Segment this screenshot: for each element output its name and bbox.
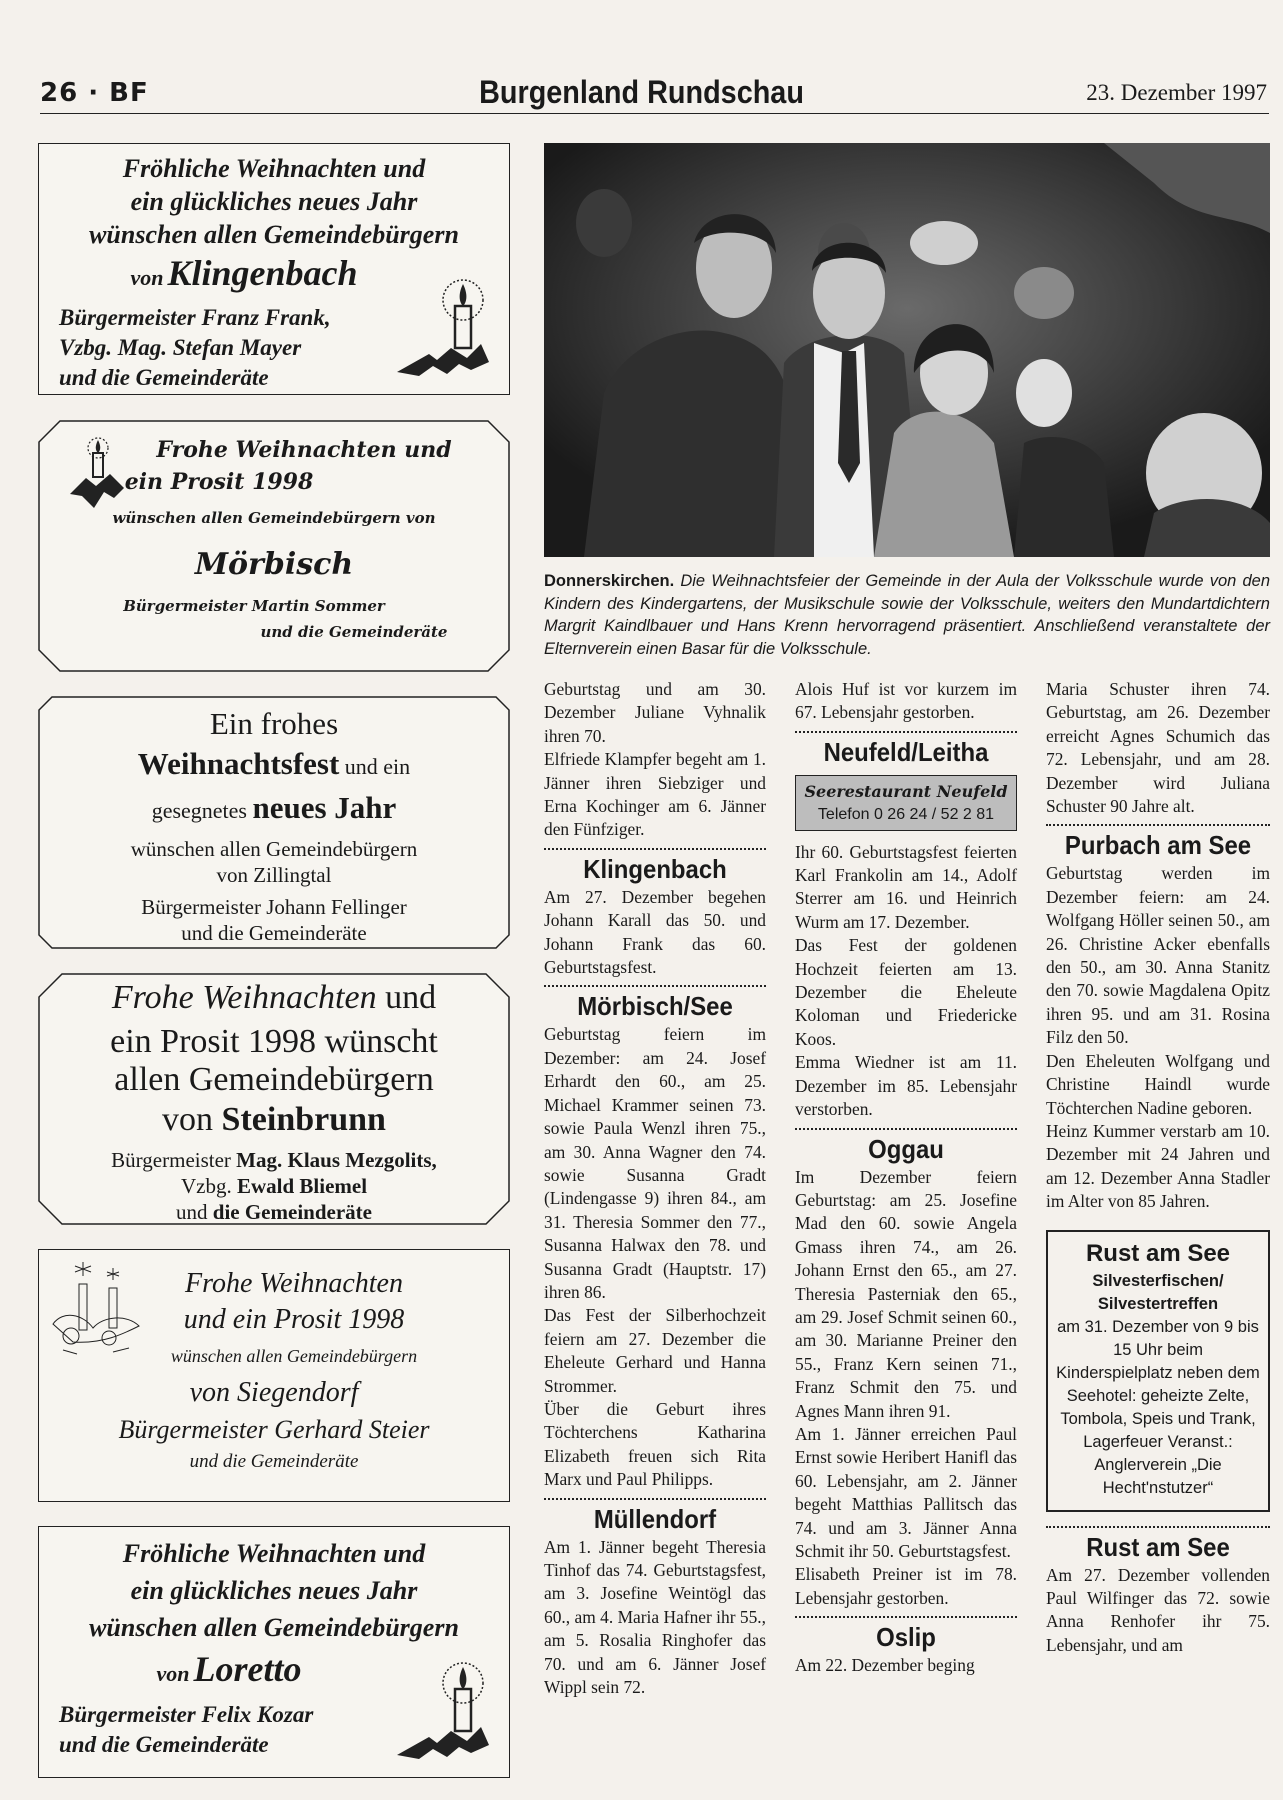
- ad-line: und ein Prosit 1998: [183, 1304, 405, 1335]
- page-number: 26 · BF: [40, 78, 149, 108]
- article-paragraph: Heinz Kummer verstarb am 10. Dezember mit 24 Jahren und am 12. Dezember Anna Stadler im Alter von 85 Jahren.: [1046, 1120, 1270, 1212]
- ad-line: Bürgermeister Gerhard Steier: [118, 1415, 430, 1444]
- ad-line: wünschen allen Gemeindebürgern von: [112, 509, 436, 527]
- ad-line: und die Gemeinderäte: [59, 365, 269, 390]
- ad-emph: Frohe Weihnachten: [111, 979, 377, 1016]
- dotted-divider: [1046, 1526, 1270, 1528]
- article-paragraph: Den Eheleuten Wolfgang und Christine Haindl wurde Töchterchen Nadine geboren.: [1046, 1050, 1270, 1118]
- ad-line: und die Gemeinderäte: [260, 623, 448, 641]
- article-paragraph: Ihr 60. Geburtstagsfest feierten Karl Frankolin am 14., Adolf Sterrer am 16. und Heinrich Wurm am 17. Dezember.: [795, 841, 1017, 932]
- ad-klingenbach: [38, 143, 510, 395]
- ad-emph: Ewald Bliemel: [236, 1174, 368, 1198]
- ad-von: von: [130, 265, 164, 290]
- ad-emph: Weihnachtsfest: [137, 746, 340, 781]
- ad-zillingtal: [38, 696, 510, 949]
- section-heading-muellendorf: Müllendorf: [593, 1503, 717, 1534]
- ad-place: Loretto: [193, 1649, 302, 1689]
- ad-line: ein glückliches neues Jahr: [130, 1576, 418, 1605]
- dotted-divider: [1046, 824, 1270, 826]
- ad-text: und ein: [339, 754, 411, 779]
- ad-line: [38, 1173, 510, 1199]
- ad-seerestaurant: [795, 775, 1017, 831]
- ad-phone: Telefon 0 26 24 / 52 2 81: [817, 806, 995, 824]
- article-paragraph: Maria Schuster ihren 74. Geburtstag, am 26. Dezember erreicht Agnes Schumich das 72. Lebensjahr, und am 28. Dezember wird Juliana Schuster 90 Jahre alt.: [1046, 679, 1270, 817]
- ad-line: [38, 790, 510, 832]
- event-box-rust: [1046, 1230, 1270, 1512]
- article-paragraph: Elisabeth Preiner ist im 78. Lebensjahr gestorben.: [795, 1564, 1017, 1608]
- event-title: Rust am See: [1085, 1239, 1231, 1267]
- ad-line: ein Prosit 1998 wünscht: [110, 1023, 438, 1060]
- article-paragraph: Am 1. Jänner erreichen Paul Ernst sowie Heribert Hanifl das 60. Lebensjahr, am 2. Jänner begeht Matthias Pallitsch das 74. und am 3. Jänner Anna Schmit ihr 50. Geburtstagsfest.: [795, 1423, 1017, 1561]
- issue-date: 23. Dezember 1997: [1086, 80, 1267, 105]
- ad-line: wünschen allen Gemeindebürgern: [170, 1346, 418, 1366]
- ad-line: ein Prosit 1998: [124, 469, 314, 495]
- dotted-divider: [795, 1616, 1017, 1618]
- ad-emph: Mag. Klaus Mezgolits,: [236, 1148, 437, 1172]
- ad-line: und die Gemeinderäte: [59, 1732, 269, 1757]
- article-column-3: [1046, 678, 1270, 1657]
- dotted-divider: [544, 985, 766, 987]
- ad-siegendorf: [38, 1249, 510, 1502]
- article-paragraph: Geburtstag und am 30. Dezember Juliane Vyhnalik ihren 70.: [544, 679, 766, 746]
- event-subtitle: Silvestertreffen: [1097, 1294, 1219, 1313]
- ad-line: Bürgermeister Felix Kozar: [59, 1702, 314, 1727]
- section-heading-oggau: Oggau: [868, 1133, 944, 1164]
- ad-line: von Zillingtal: [216, 863, 332, 887]
- ad-line: Frohe Weihnachten: [185, 1268, 403, 1299]
- ad-line: und die Gemeinderäte: [189, 1451, 359, 1472]
- header-rule: [40, 113, 1269, 114]
- ad-emph: neues Jahr: [252, 790, 397, 825]
- ad-line: und die Gemeinderäte: [181, 921, 367, 945]
- ad-line: Frohe Weihnachten und: [156, 437, 452, 463]
- dotted-divider: [795, 1128, 1017, 1130]
- article-paragraph: Geburtstag werden im Dezember feiern: am 24. Wolfgang Höller seinen 50., am 26. Christine Acker ebenfalls den 50., am 30. Anna Stanitz den 70. sowie Magdalena Opitz ihren 95. und am 31. Rosina Filz den 50.: [1046, 863, 1270, 1048]
- ad-line: [38, 744, 510, 790]
- section-heading-neufeld: Neufeld/Leitha: [823, 736, 989, 767]
- ad-place: Klingenbach: [167, 253, 358, 293]
- ad-text: von: [162, 1101, 222, 1138]
- article-paragraph: Alois Huf ist vor kurzem im 67. Lebensjahr gestorben.: [795, 679, 1017, 723]
- article-paragraph: Am 27. Dezember vollenden Paul Wilfinger das 72. sowie Anna Renhofer ihr 75. Lebensjahr, und am: [1046, 1564, 1270, 1655]
- section-heading-oslip: Oslip: [876, 1622, 936, 1653]
- event-subtitle: Silvesterfischen/: [1092, 1271, 1224, 1290]
- ad-line: [38, 1099, 510, 1147]
- ad-line: Bürgermeister Johann Fellinger: [141, 895, 407, 919]
- ad-line: Bürgermeister Martin Sommer: [123, 597, 385, 615]
- section-heading-rust: Rust am See: [1086, 1531, 1230, 1562]
- photo-caption: [544, 570, 1270, 660]
- section-heading-purbach: Purbach am See: [1064, 830, 1252, 861]
- article-paragraph: Am 1. Jänner begeht Theresia Tinhof das 74. Geburtstagsfest, am 3. Josefine Weintögl das 60., am 4. Maria Hafner ihr 55., am 5. Rosalia Ringhofer das 70. und am 6. Jänner Josef Wippl sein 72.: [544, 1536, 766, 1698]
- ad-text: Bürgermeister: [111, 1148, 237, 1172]
- ad-von: von: [156, 1661, 190, 1686]
- section-heading-moerbisch: Mörbisch/See: [577, 991, 733, 1022]
- article-paragraph: Am 22. Dezember beging: [795, 1655, 975, 1676]
- article-column-2: [795, 678, 1017, 1678]
- ad-line: von Siegendorf: [189, 1377, 359, 1408]
- dotted-divider: [795, 731, 1017, 733]
- news-photo: [544, 143, 1270, 557]
- ad-line: Fröhliche Weihnachten und: [122, 1539, 426, 1568]
- ad-text: und: [376, 979, 437, 1016]
- dotted-divider: [544, 1498, 766, 1500]
- ad-line: [38, 979, 510, 1023]
- article-paragraph: Über die Geburt ihres Töchterchens Katharina Elizabeth freuen sich Rita Marx und Paul Philipps.: [544, 1398, 766, 1490]
- ad-line: [38, 1199, 510, 1225]
- ad-text: Vzbg.: [180, 1174, 237, 1198]
- article-paragraph: Elfriede Klampfer begeht am 1. Jänner ihren Siebziger und Erna Kochinger am 6. Jänner den Fünfziger.: [544, 749, 766, 840]
- article-paragraph: Das Fest der goldenen Hochzeit feierten am 13. Dezember die Eheleute Koloman und Friedericke Koos.: [795, 935, 1017, 1049]
- ad-line: ein glückliches neues Jahr: [130, 187, 418, 216]
- ad-line: Bürgermeister Franz Frank,: [59, 305, 331, 330]
- caption-text: Die Weihnachtsfeier der Gemeinde in der Aula der Volksschule wurde von den Kindern des Kindergartens, der Musikschule sowie der Volksschule, weiters den Mundartdichtern Margrit Kaindlbauer und Hans Krenn hervorragend präsentiert. Anschließend veranstaltete der Elternverein einen Basar für die Volksschule.: [544, 572, 1270, 658]
- photo-scene: [544, 143, 1270, 557]
- ad-line: wünschen allen Gemeindebürgern: [89, 1613, 459, 1642]
- ad-text: und: [176, 1200, 213, 1224]
- ad-line: [38, 1147, 510, 1173]
- ad-line: allen Gemeindebürgern: [114, 1061, 434, 1098]
- caption-place: Donnerskirchen.: [544, 572, 675, 590]
- section-heading-klingenbach: Klingenbach: [583, 853, 727, 884]
- ad-place: Steinbrunn: [221, 1101, 386, 1138]
- ad-line: Vzbg. Mag. Stefan Mayer: [59, 335, 302, 360]
- candle-icon: [389, 1655, 499, 1765]
- ad-moerbisch: [38, 420, 510, 672]
- article-paragraph: Emma Wiedner ist am 11. Dezember im 85. Lebensjahr verstorben.: [795, 1052, 1017, 1120]
- ad-restaurant-name: Seerestaurant Neufeld: [804, 781, 1008, 801]
- ad-line: wünschen allen Gemeindebürgern: [130, 837, 418, 861]
- article-paragraph: Das Fest der Silberhochzeit feiern am 27. Dezember die Eheleute Gerhard und Hanna Strommer.: [544, 1305, 766, 1396]
- ad-place: Mörbisch: [194, 547, 354, 582]
- article-column-1: [544, 678, 766, 1699]
- candle-icon: [389, 272, 499, 382]
- ad-text: gesegnetes: [151, 798, 253, 823]
- newspaper-title: Burgenland Rundschau: [479, 74, 804, 110]
- ad-emph: die Gemeinderäte: [212, 1200, 372, 1224]
- ad-line: wünschen allen Gemeindebürgern: [89, 220, 459, 249]
- dotted-divider: [544, 848, 766, 850]
- ad-line: Fröhliche Weihnachten und: [122, 154, 426, 183]
- article-paragraph: Geburtstag feiern im Dezember: am 24. Josef Erhardt den 60., am 25. Michael Krammer seinen 73. sowie Paula Wenzl ihren 75., am 30. Anna Wagner den 74. sowie Susanna Gradt (Lindengasse 9) ihren 84., am 31. Theresia Sommer den 77., Susanna Halwax den 78. und Susanna Gradt (Hauptstr. 17) ihren 86.: [544, 1024, 766, 1302]
- event-details: am 31. Dezember von 9 bis 15 Uhr beim Kinderspielplatz neben dem Seehotel: geheizte Zelte, Tombola, Speis und Trank, Lagerfeuer Veranst.: Anglerverein „Die Hecht'nstutzer“: [1056, 1317, 1260, 1497]
- article-paragraph: Am 27. Dezember begehen Johann Karall das 50. und Johann Frank das 60. Geburtstagsfest.: [544, 886, 766, 978]
- ad-loretto: [38, 1526, 510, 1778]
- article-paragraph: Im Dezember feiern Geburtstag: am 25. Josefine Mad den 60. sowie Angela Gmass ihren 74., am 26. Johann Ernst den 65., am 27. Theresia Pasterniak den 65., am 29. Josef Schmit seinen 60., am 30. Marianne Preiner den 55., Franz Kern seinen 71., Franz Schmit den 75. und Agnes Mann ihren 91.: [795, 1166, 1017, 1421]
- ad-steinbrunn: [38, 973, 510, 1225]
- ad-line: Ein frohes: [209, 706, 339, 741]
